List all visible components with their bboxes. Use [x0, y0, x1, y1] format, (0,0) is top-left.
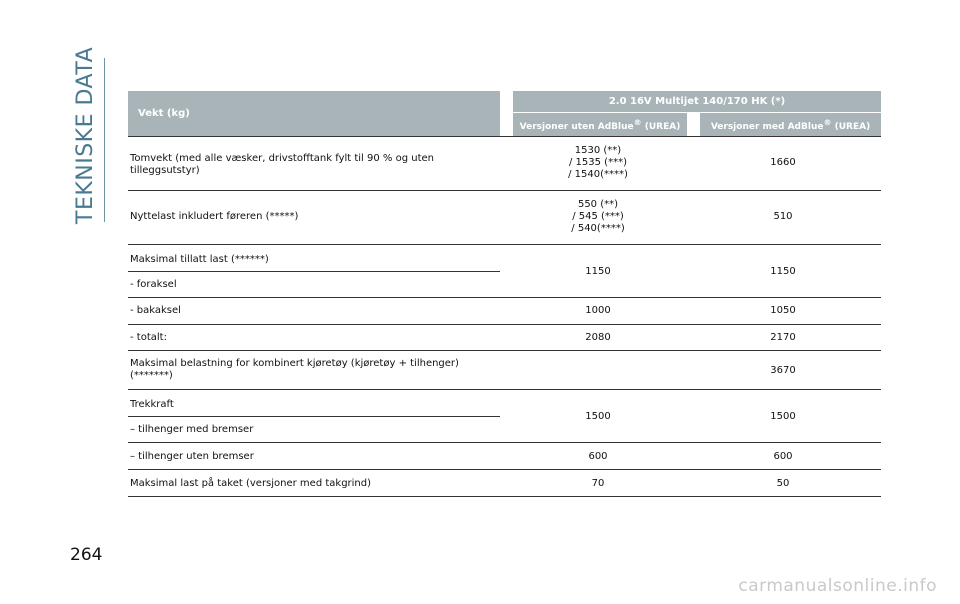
row-divider [128, 416, 500, 417]
header-engine [513, 91, 881, 112]
table-row [128, 199, 881, 244]
row-divider [128, 244, 881, 245]
value-with-adblue: 600 [773, 451, 793, 462]
header-col-with-adblue [700, 113, 881, 136]
section-title [73, 46, 103, 224]
table-row [128, 332, 881, 348]
header-rule [128, 136, 881, 137]
row-label: Nyttelast inkludert føreren (*****) [130, 211, 299, 222]
row-divider [128, 350, 881, 351]
value-with-adblue: 50 [776, 478, 790, 489]
row-divider [128, 324, 881, 325]
row-divider [128, 271, 500, 272]
value-with-adblue: 3670 [770, 365, 796, 376]
row-divider [128, 496, 881, 497]
table-row [128, 252, 881, 298]
row-label: - bakaksel [130, 305, 181, 316]
row-label: Trekkraft [130, 399, 174, 410]
header-col-without-adblue [513, 113, 687, 136]
table-row [128, 451, 881, 467]
value-without-adblue: 1000 [585, 305, 611, 316]
value-without-adblue: 2080 [585, 332, 611, 343]
row-label: - foraksel [130, 279, 177, 290]
value-with-adblue: 1500 [770, 411, 796, 422]
table-row [128, 145, 881, 190]
row-divider [128, 297, 881, 298]
table-row [128, 397, 881, 443]
value-without-adblue: 550 (**) / 545 (***) / 540(****) [571, 199, 625, 234]
table-row [128, 478, 881, 494]
value-without-adblue: 1500 [585, 411, 611, 422]
row-divider [128, 469, 881, 470]
row-label: Maksimal tillatt last (******) [130, 254, 269, 265]
row-divider [128, 389, 881, 390]
value-without-adblue: 1530 (**) / 1535 (***) / 1540(****) [568, 145, 628, 180]
watermark: carmanualsonline.info [738, 576, 937, 596]
row-divider [128, 190, 881, 191]
header-weight-label: Vekt (kg) [138, 108, 190, 119]
value-without-adblue: 600 [588, 451, 608, 462]
header-col-with-adblue-label: Versjoner med AdBlue® (UREA) [710, 117, 871, 132]
value-with-adblue: 510 [773, 211, 793, 222]
row-divider [128, 442, 881, 443]
header-weight [128, 91, 500, 136]
section-title-text: TEKNISKE DATA [73, 46, 98, 224]
registered-mark: ® [823, 117, 832, 127]
table-row [128, 305, 881, 321]
row-label: – tilhenger med bremser [130, 424, 254, 435]
section-title-rule [104, 58, 105, 222]
page-number: 264 [70, 545, 103, 565]
row-label: Maksimal belastning for kombinert kjøretøy (kjøretøy + tilhenger) (*******) [130, 358, 459, 381]
value-with-adblue: 2170 [770, 332, 796, 343]
value-without-adblue: 70 [591, 478, 605, 489]
row-label: – tilhenger uten bremser [130, 451, 254, 462]
table-row [128, 357, 881, 387]
header-col-without-adblue-label: Versjoner uten AdBlue® (UREA) [519, 117, 681, 132]
value-without-adblue: 1150 [585, 266, 611, 277]
row-label: - totalt: [130, 332, 167, 343]
value-with-adblue: 1150 [770, 266, 796, 277]
value-with-adblue: 1050 [770, 305, 796, 316]
row-label: Maksimal last på taket (versjoner med takgrind) [130, 478, 372, 489]
header-engine-label: 2.0 16V Multijet 140/170 HK (*) [608, 96, 786, 107]
registered-mark: ® [633, 117, 642, 127]
row-label: Tomvekt (med alle væsker, drivstofftank fylt til 90 % og uten tilleggsutstyr) [130, 153, 434, 176]
value-with-adblue: 1660 [770, 157, 796, 168]
